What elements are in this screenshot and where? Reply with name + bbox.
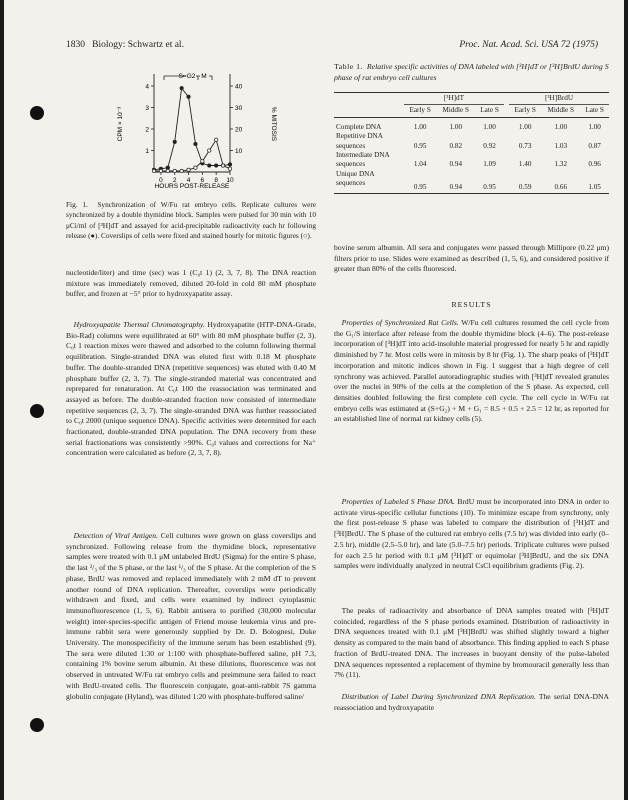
results-heading: RESULTS [451, 300, 492, 309]
y-axis-right-label: % MITOSIS [270, 106, 277, 142]
viral-antigen-paragraph [66, 531, 316, 769]
data-point [166, 169, 169, 172]
x-tick-label: 4 [186, 177, 191, 184]
figure-caption-text: Synchronization of W/Fu rat embryo cells. Replicate cultures were synchronized by a double thymidine block. Samples were pulsed for 30 min with 10 μCi/ml of [³H]dT and assayed for acid-precipitable radioactivity each hr following release (●). Coverslips of cells were fixed and stained hourly for mitotic figures (○). [66, 200, 316, 240]
table-title: Relative specific activities of DNA labeled with [³H]dT or [³H]BrdU during S phase of rat embryo cell cultures [334, 62, 609, 82]
table-cell: 0.66 [554, 183, 568, 192]
table-cell: 0.95 [413, 141, 427, 150]
table-cell: 0.92 [483, 141, 496, 150]
table-col-header: Late S [585, 106, 604, 115]
series-line-2 [154, 140, 230, 171]
binder-hole-middle [30, 404, 44, 418]
table-col-header: Late S [480, 106, 499, 115]
figure-1-chart [112, 64, 282, 192]
peaks-paragraph [334, 606, 609, 684]
data-point [187, 95, 190, 98]
table-1 [334, 92, 609, 194]
table-cell: 1.09 [483, 160, 496, 169]
data-point [180, 86, 183, 89]
table-row [334, 151, 609, 170]
table-label: Table 1. [334, 62, 364, 71]
distribution-paragraph [334, 692, 609, 714]
table-cell: 0.87 [588, 141, 601, 150]
data-point [208, 149, 211, 152]
table-stub-header [334, 105, 404, 117]
hydroxyapatite-body: Hydroxyapatite (HTP-DNA-Grade, Bio-Rad) columns were equilibrated at 60° with 80 mM phosphate buffer (2, 3). C₀t 1 reaction mixes were thawed and adsorbed to the column following thermal equilibration. Single-stranded DNA was eluted first with 0.18 M phosphate buffer. The double-stranded DNA (repetitive sequences) was eluted with 0.40 M phosphate buffer (2, 3, 7). The single-stranded material was concentrated and reprepared for renaturation. At C₀t 100 the reassociation was terminated and assayed as before. The double-stranded fraction now consisted of intermediate repetitive sequences (2, 3, 7). The single-stranded DNA was further reassociated to C₀t 2000 (unique sequence DNA). Specific activities were determined for each fractionated, double-stranded DNA population. The DNA recovery from these serial fractionations was consistently >90%. C₀t values and corrections for Na⁺ concentration were calculated as before (2, 3, 7, 8). [66, 320, 316, 458]
table-cell: 0.94 [449, 160, 463, 169]
header-authors: Biology: Schwartz et al. [92, 40, 184, 50]
table-col-header: Early S [514, 106, 536, 115]
annotation-mitosis: M [201, 73, 207, 80]
table-stub-header [334, 93, 404, 105]
data-point [159, 169, 162, 172]
table-col-header: Early S [409, 106, 431, 115]
table-row [334, 132, 609, 151]
table-cell: 1.00 [554, 122, 568, 131]
table-cell: 1.40 [518, 160, 532, 169]
table-cell: 1.32 [554, 160, 568, 169]
data-point [214, 138, 217, 141]
data-point [228, 163, 231, 166]
table-group-header: [³H]BrdU [509, 93, 609, 105]
table-row-label: Unique DNA sequences [336, 169, 375, 188]
table-cell: 1.00 [413, 122, 427, 131]
figure-1-caption [66, 200, 316, 241]
x-tick-label: 6 [200, 177, 205, 184]
y-tick-label-left: 2 [145, 126, 149, 134]
table-cell: 0.82 [449, 141, 463, 150]
y-tick-label-right: 40 [235, 83, 243, 91]
journal-page [4, 0, 624, 800]
distribution-lead: Distribution of Label During Synchronized DNA Replication. [341, 692, 536, 701]
synchronized-cells-body: W/Fu cell cultures resumed the cell cycle from the G₁/S interface after release from the double thymidine block (4–6). The post-release incorporation of [³H]dT into acid-insoluble material progressed for nearly 5 hr and rapidly diminished by 7 hr. Most cells were in mitosis by 8 hr (Fig. 1). The sharp peaks of [³H]dT incorporation and mitotic indices shown in Fig. 1 suggest that a high degree of cell synchrony was achieved. Parallel autoradiographic studies with [³H]dT revealed granules over the nuclei in 90% of the cells at the completion of the S phase. As expected, cell densities doubled following the first complete cell cycle. The cell cycle in W/Fu rat embryo cells was estimated at (S+G₂) + M + G₁ = 8.5 + 0.5 + 2.5 = 12 hr, as reported for an established line of normal rat kidney cells (5). [334, 318, 609, 424]
table-cell: 1.00 [588, 122, 601, 131]
y-tick-label-left: 3 [145, 104, 149, 112]
x-tick-label: 2 [172, 177, 177, 184]
table-cell: 1.00 [518, 122, 532, 131]
table-row-label: Repetitive DNA sequences [336, 132, 383, 150]
data-point [208, 164, 211, 167]
table-1-caption [334, 62, 609, 83]
y-tick-label-right: 30 [235, 104, 243, 112]
left-column-top-paragraph: nucleotide/liter) and time (sec) was 1 (C₀t 1) (2, 3, 7, 8). The DNA reaction mixture was immediately removed, diluted 20-fold in cold 80 mM phosphate buffer, and frozen at −5° prior to hydroxyapatite assay. [66, 268, 316, 299]
annotation-s-phase: S=G2 [178, 73, 196, 80]
table-group-header: [³H]dT [404, 93, 504, 105]
peaks-body: The peaks of radioactivity and absorbance of DNA samples treated with [³H]dT coincided, regardless of the S phase periods examined. Distribution of radioactivity in DNA sequences treated with 0.1 μM [³H]BrdU was shifted slightly toward a higher density as compared to the main band of absorbance. This finding applied to each S phase fraction of BrdU-treated DNA. The increases in buoyant density of the pulse-labeled DNA sequences represented a replacement of thymine by bromouracil generally less than 7% (11). [334, 606, 609, 680]
data-point [228, 167, 231, 170]
running-header [66, 40, 598, 52]
viral-antigen-body: Cell cultures were grown on glass coverslips and synchronized. Following release from the thymidine block, representative samples were treated with 0.1 μM unlabeled BrdU (Sigma) for the entire S phase, the last ²/₃ of the S phase, or the last ¹/₃ of the S phase. At the completion of the S phase, BrdU was removed and replaced immediately with 2 mM dT to prevent another round of DNA replication. Thereafter, coverslips were periodically withdrawn and fixed, and cells were examined by indirect cytoplasmic immunofluorescence (1, 5, 6). Rabbit antisera to purified (30,000 molecular weight) inter-species-specific antigen of Friend mouse leukemia virus and pre-immune rabbit sera were generously supplied by Dr. D. Bolognesi, Duke University. The monospecificity of the immune serum has been established (9). The sera were diluted 1:30 or 1:100 with phosphate-buffered saline, pH 7.3, containing 1% bovine serum albumin. At these dilutions, fluorescence was not observed in untreated W/Fu rat embryo cells and preimmune sera failed to react with BrdU-treated cells. The fluorescein conjugate, goat-anti-rabbit 7S gamma globulin conjugate (Hyland), was diluted 1:20 with phosphate-buffered saline/ [66, 531, 316, 701]
data-point [214, 164, 217, 167]
series-line-1 [154, 88, 230, 170]
data-point [173, 169, 176, 172]
y-tick-label-left: 4 [145, 83, 149, 91]
journal-citation: Proc. Nat. Acad. Sci. USA 72 (1975) [459, 40, 598, 50]
labeled-s-phase-paragraph [334, 497, 609, 605]
x-tick-label: 10 [226, 177, 234, 184]
header-left [66, 40, 184, 50]
x-tick-label: 8 [214, 177, 218, 184]
table-cell: 0.95 [413, 183, 427, 192]
table-cell: 1.00 [483, 122, 496, 131]
table-cell: 0.95 [483, 183, 496, 192]
binder-hole-top [30, 106, 44, 120]
y-tick-label-right: 20 [235, 126, 243, 134]
table-cell: 0.96 [588, 160, 601, 169]
synchronized-cells-lead: Properties of Synchronized Rat Cells. [341, 318, 459, 327]
table-cell: 0.59 [518, 183, 532, 192]
labeled-s-phase-body: BrdU must be incorporated into DNA in order to activate virus-specific cellular functions (10). To minimize escape from synchrony, only the first post-release S phase was labeled to compare the distribution of [³H]dT and [³H]BrdU. The S phase of the cultured rat embryo cells (7.5 hr) was divided into early (0–2.5 hr), middle (2.5–5.0 hr), and late (5.0–7.5 hr) periods. Triplicate cultures were pulsed for each 2.5 hr period with 0.1 μM [³H]dT or equimolar [³H]BrdU, and the six DNA samples were individually analyzed in neutral CsCl equilibrium gradients (Fig. 2). [334, 497, 609, 571]
right-column-top-paragraph: bovine serum albumin. All sera and conjugates were passed through Millipore (0.22 μm) filters prior to use. Slides were examined as described (1, 5, 6), and considered positive if greater than 80% of the cells fluoresced. [334, 243, 609, 274]
hydroxyapatite-lead: Hydroxyapatite Thermal Chromatography. [73, 320, 205, 329]
table-cell: 1.04 [413, 160, 427, 169]
distribution-body: The serial DNA-DNA reassociation and hydroxyapatite [334, 692, 609, 712]
data-point [180, 169, 183, 172]
y-axis-left-label: CPM × 10⁻³ [117, 106, 124, 142]
data-point [194, 166, 197, 169]
table-cell: 1.00 [449, 122, 463, 131]
data-point [187, 168, 190, 171]
y-tick-label-left: 1 [145, 147, 149, 155]
page-number: 1830 [66, 40, 85, 50]
table-row [334, 117, 609, 132]
table-col-header: Middle S [547, 106, 575, 115]
data-point [173, 140, 176, 143]
figure-caption-label: Fig. 1. [66, 200, 88, 209]
table-cell: 0.73 [518, 141, 532, 150]
data-point [194, 142, 197, 145]
binder-hole-bottom [30, 718, 44, 732]
y-tick-label-right: 10 [235, 147, 243, 155]
table-cell: 1.03 [554, 141, 568, 150]
table-cell: 0.94 [449, 183, 463, 192]
data-point [152, 169, 155, 172]
data-point [221, 164, 224, 167]
data-point [201, 160, 204, 163]
table-cell: 1.05 [588, 183, 601, 192]
table-row [334, 170, 609, 193]
table-row-label: Complete DNA [336, 122, 382, 131]
table-col-header: Middle S [442, 106, 470, 115]
labeled-s-phase-lead: Properties of Labeled S Phase DNA. [341, 497, 455, 506]
viral-antigen-lead: Detection of Viral Antigen. [73, 531, 158, 540]
x-axis-label: HOURS POST-RELEASE [154, 183, 230, 190]
x-tick-label: 0 [159, 177, 163, 184]
table-row-label: Intermediate DNA sequences [336, 151, 390, 169]
hydroxyapatite-paragraph [66, 320, 316, 522]
synchronized-cells-paragraph [334, 318, 609, 490]
